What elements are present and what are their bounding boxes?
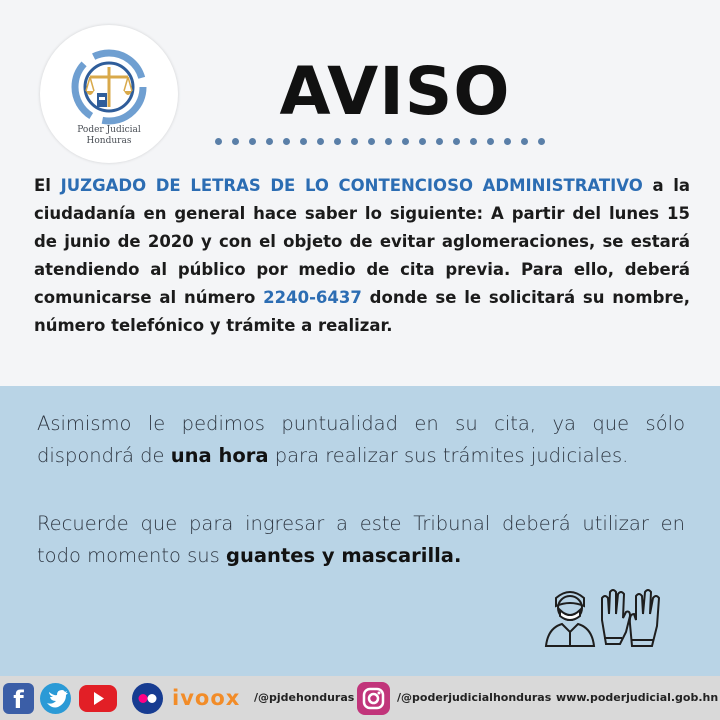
protection-icons (540, 584, 664, 654)
divider-dot (487, 138, 494, 145)
divider-dot (232, 138, 239, 145)
divider-dot (470, 138, 477, 145)
notice-text (34, 172, 690, 340)
facebook-icon[interactable]: f (3, 683, 34, 714)
twitter-icon[interactable] (40, 683, 71, 714)
divider-dot (521, 138, 528, 145)
info-section (0, 386, 720, 676)
p1-bold: una hora (170, 444, 269, 467)
divider-dot (266, 138, 273, 145)
notice-part1: El (34, 176, 61, 195)
social-handle[interactable]: /@pjdehonduras (254, 691, 355, 704)
divider-dot (368, 138, 375, 145)
instagram-handle[interactable]: /@poderjudicialhonduras (397, 691, 552, 704)
divider-dot (334, 138, 341, 145)
p2-text-a: Recuerde que para ingresar a este Tribunal deberá utilizar en todo momento sus (37, 512, 685, 567)
p1-text-b: para realizar sus trámites judiciales. (268, 444, 629, 467)
punctuality-paragraph (37, 408, 685, 472)
divider-dot (300, 138, 307, 145)
notice-part3: donde se le solicitará su nombre, número telefónico y trámite a realizar. (34, 288, 690, 335)
gloves-mask-paragraph (37, 508, 685, 572)
court-name: JUZGADO DE LETRAS DE LO CONTENCIOSO ADMINISTRATIVO (60, 176, 643, 195)
notice-part2: a la ciudadanía en general hace saber lo siguiente: A partir del lunes 15 de junio de 2020 y con el objeto de evitar aglomeraciones, se estará atendiendo al público por medio de cita previa. Para ello, deberá comunicarse al número (34, 176, 691, 307)
divider-dot (249, 138, 256, 145)
gloves-icon (602, 590, 659, 646)
youtube-icon[interactable] (79, 685, 117, 712)
p2-bold: guantes y mascarilla. (226, 544, 462, 567)
ivoox-icon[interactable]: ivoox (172, 686, 241, 710)
divider-dot (215, 138, 222, 145)
page-title: AVISO (279, 53, 511, 130)
flickr-icon[interactable] (132, 683, 163, 714)
divider-dot (419, 138, 426, 145)
mask-person-icon (546, 592, 594, 646)
divider-dot (385, 138, 392, 145)
logo-text-line1: Poder Judicial (77, 125, 141, 135)
divider-dot (317, 138, 324, 145)
website-link[interactable]: www.poderjudicial.gob.hn (556, 691, 719, 704)
poder-judicial-logo (40, 25, 178, 163)
p1-text-a: Asimismo le pedimos puntualidad en su cita, ya que sólo dispondrá de (37, 412, 685, 467)
phone-number: 2240-6437 (263, 288, 362, 307)
divider-dot (351, 138, 358, 145)
divider-dot (453, 138, 460, 145)
divider-dot (436, 138, 443, 145)
instagram-icon[interactable] (357, 682, 390, 715)
divider-dot (402, 138, 409, 145)
divider-dot (538, 138, 545, 145)
divider-dot (504, 138, 511, 145)
logo-text-line2: Honduras (86, 136, 132, 146)
divider-dot (283, 138, 290, 145)
dotted-divider (215, 138, 555, 152)
social-footer (0, 676, 720, 720)
